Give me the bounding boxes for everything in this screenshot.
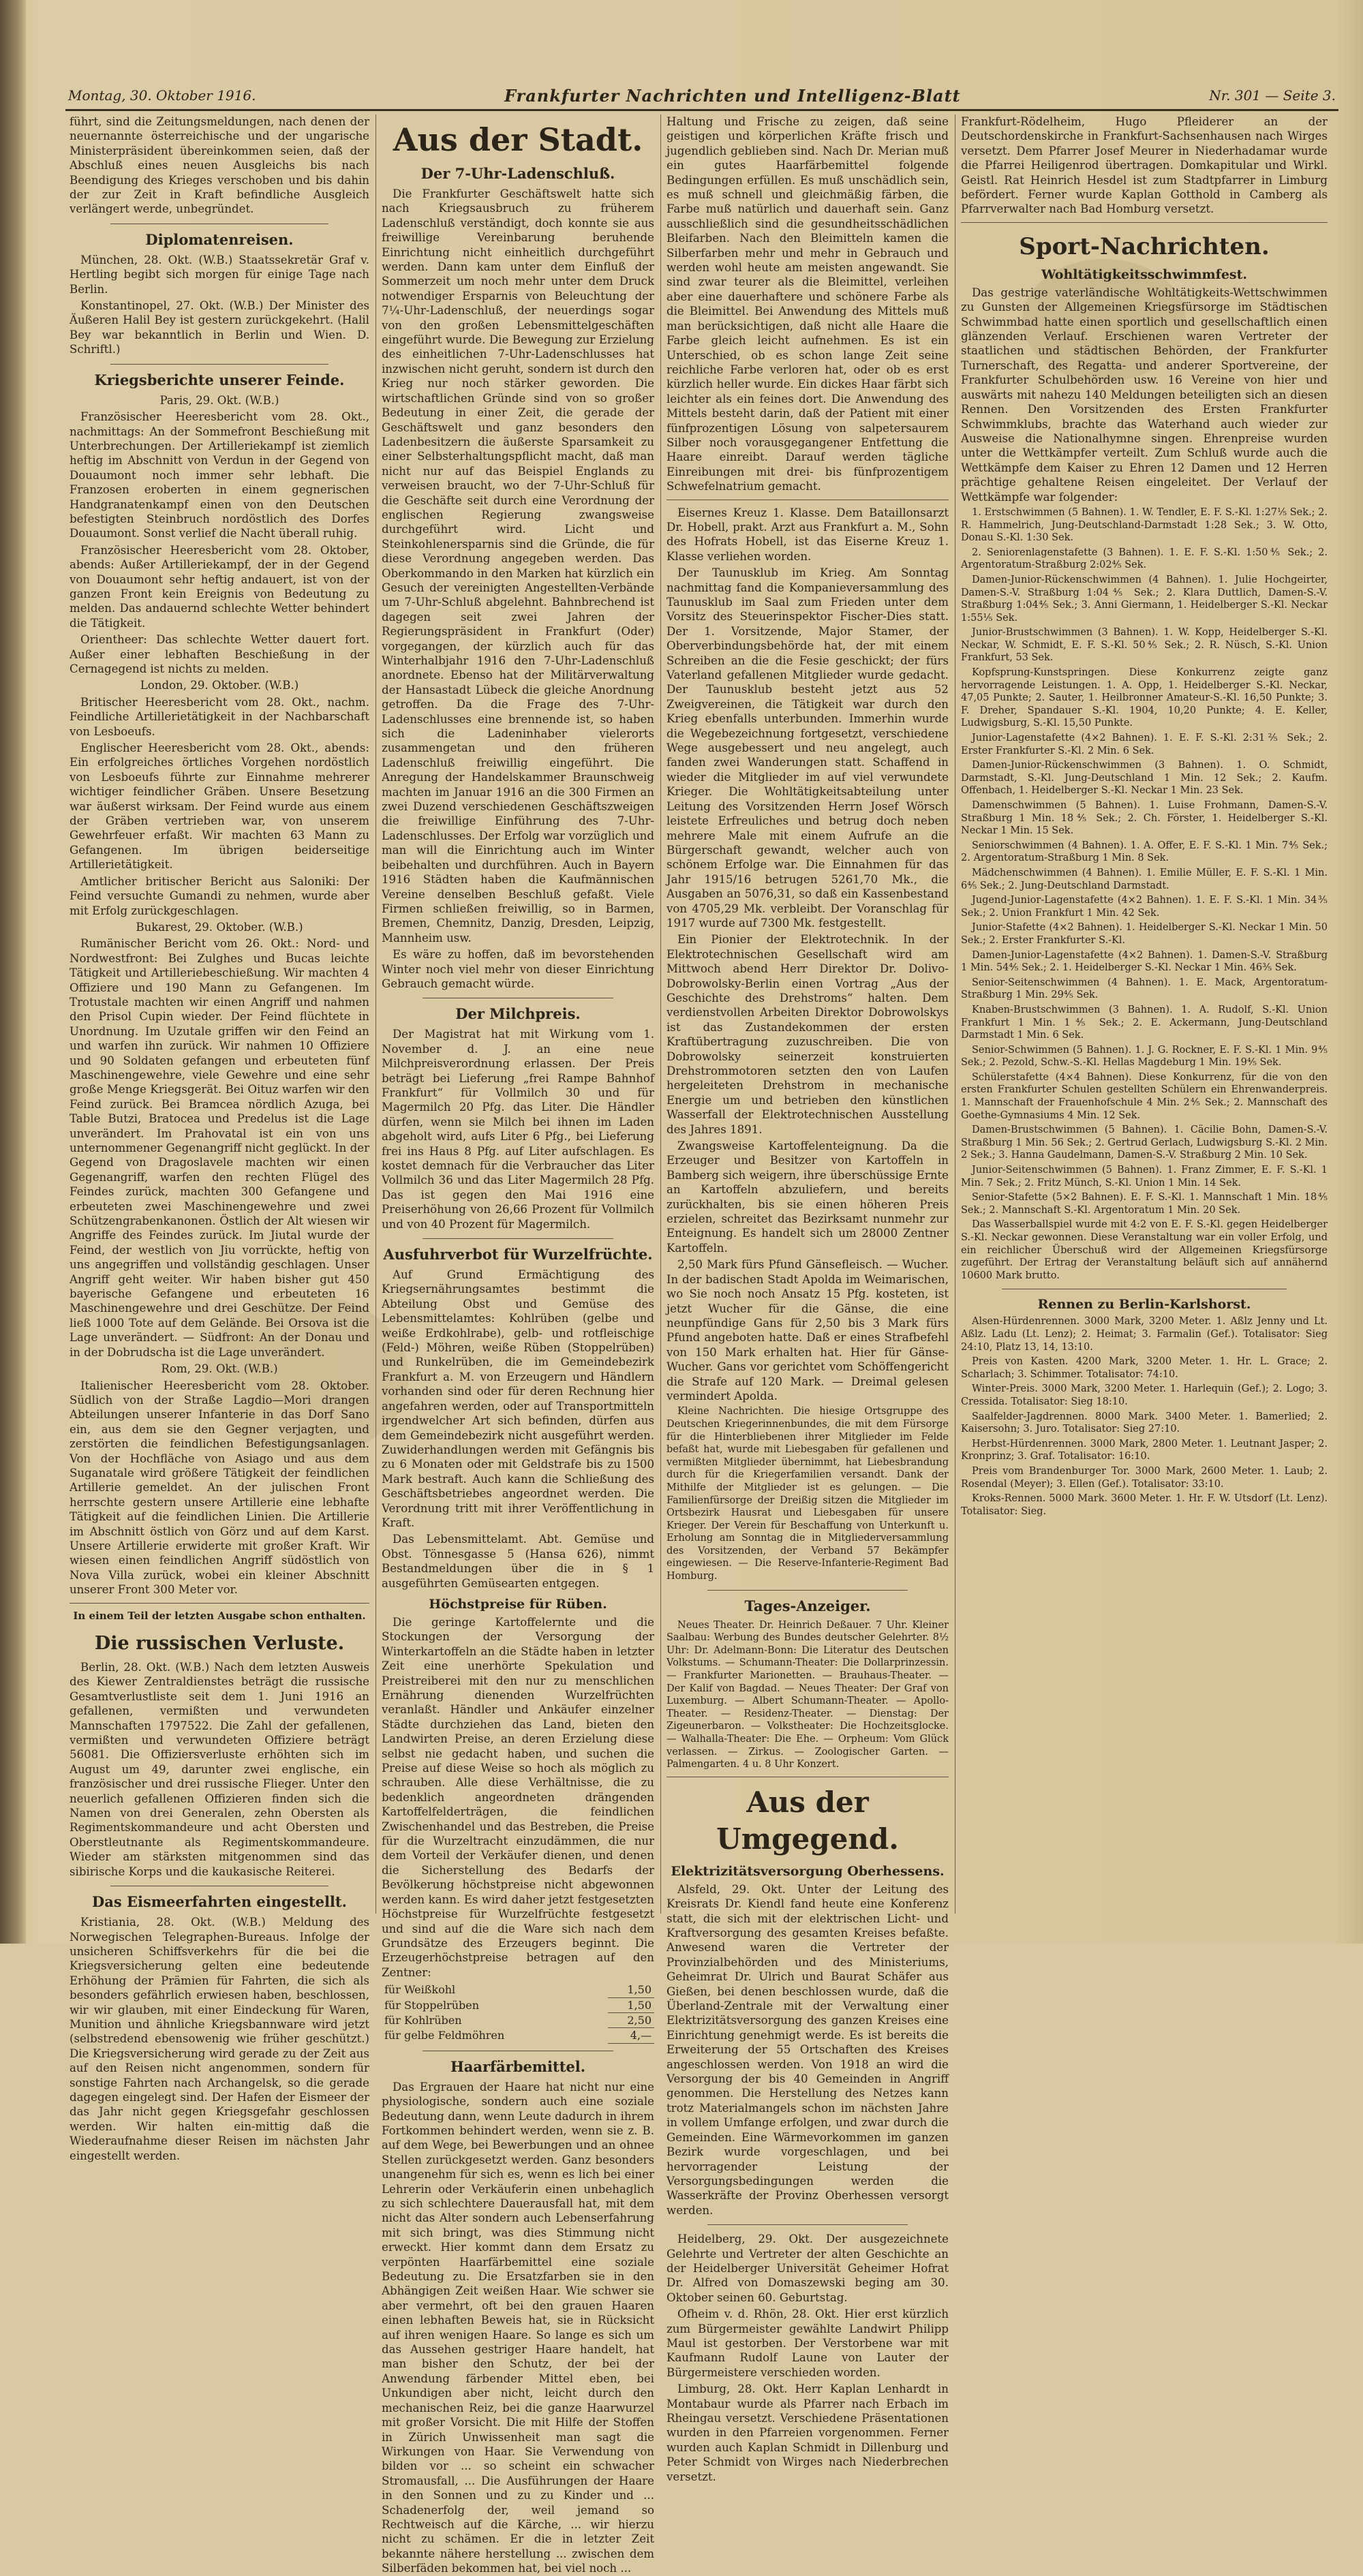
price-label: für Kohlrüben — [384, 2013, 462, 2027]
heading-elektrizitaetsversorgung: Elektrizitätsversorgung Oberhessens. — [671, 1863, 945, 1879]
article-paragraph: Rumänischer Bericht vom 26. Okt.: Nord- und Nordwestfront: Bei Zulghes und Bucas leichte Tätigkeit und Artilleriebeschießung. Wir machten 4 Offiziere und 190 Mann zu Gefangenen. Im Trotustale machten wir einen Angriff und nahmen den Prisol Cupin wieder. Der Feind flüchtete in Unordnung. Im Uzutale griffen wir den Feind an und warfen ihn zurück. Wir nahmen 10 Offiziere und 90 Soldaten gefangen und erbeuteten fünf Maschinengewehre, viele Gewehre und eine sehr große Menge Kriegsgerät. Bei Oituz warfen wir den Feind zurück. Bei Bramcea nördlich Azuga, bei Table Butzi, Bratocea und Predelus ist die Lage unverändert. Im Prahovatal ist ein von uns unternommener Gegenangriff nicht geglückt. In der Gegend von Dragoslavele machten wir einen Gegenangriff, warfen den rechten Flügel des Feindes zurück, machten 300 Gefangene und erbeuteten zwei Maschinengewehre und zwei Schützengrabenkanonen. Östlich der Alt wiesen wir Angriffe des Feindes zurück. Im Jiutal wurde der Feind, der westlich von Jiu vorrückte, heftig von uns angegriffen und vollständig geschlagen. Unser Angriff geht weiter. Wir haben bisher gut 450 bayerische Gefangene und erbeuteten 16 Maschinengewehre und drei Geschütze. Der Feind ließ 1000 Tote auf dem Gelände. Bei Orsova ist die Lage unverändert. — Südfront: An der Donau und in der Dobrudscha ist die Lage unverändert. — [70, 937, 369, 1359]
article-paragraph: Berlin, 28. Okt. (W.B.) Nach dem letzten Ausweis des Kiewer Zentraldienstes beträgt die russische Gesamtverlustliste seit dem 1. Juni 1916 an gefallenen, vermißten und verwundeten Mannschaften 1797522. Die Zahl der gefallenen, vermißten und verwundeten Offiziere beträgt 56081. Die Offiziersverluste erhöhten sich im August um 49, darunter zwei englische, ein französischer und drei russische Flieger. Unter den neuerlich gefallenen Offizieren finden sich die Namen von drei Generalen, zehn Obersten als Regimentskommandeure und acht Obersten und Oberstleutnante als Regimentskommandeure. Wieder am stärksten mitgenommen sind das sibirische Korps und die kaukasische Reiterei. — [70, 1661, 369, 1878]
divider — [707, 2224, 908, 2225]
heading-milchpreis: Der Milchpreis. — [455, 1005, 581, 1023]
article-paragraph: Französischer Heeresbericht vom 28. Oktober, abends: Außer Artilleriekampf, der in der Gegend von Douaumont sehr heftig andauert, ist von der ganzen Front kein Ereignis von Bedeutung zu melden. Das andauernd schlechte Wetter behindert die Tätigkeit. — [70, 543, 369, 630]
result-entry: Junior-Lagenstafette (4×2 Bahnen). 1. E. F. S.-Kl. 2:31⅖ Sek.; 2. Erster Frankfurter S.-Kl. 2 Min. 6 Sek. — [961, 733, 1328, 756]
heading-haarfaerbemittel: Haarfärbemittel. — [450, 2057, 586, 2075]
article-paragraph: Auf Grund Ermächtigung des Kriegsernährungsamtes bestimmt die Abteilung Obst und Gemüse des Lebensmittelamtes: Kohlrüben (gelbe und weiße Erdkohlrabe), gelb- und rotfleischige (Feld-) Möhren, weiße Rüben (Stoppelrüben) und Runkelrüben, die im Gemeindebezirk Frankfurt a. M. von Erzeugern und Händlern vorhanden sind oder für deren Rechnung hier angefahren werden, oder auf Transportmitteln irgendwelcher Art sich befinden, dürfen aus dem Gemeindebezirk nicht ausgeführt werden. Zuwiderhandlungen werden mit Gefängnis bis zu 6 Monaten oder mit Geldstrafe bis zu 1500 Mark bestraft. Auch kann die Schließung des Geschäftsbetriebes angeordnet werden. Die Verordnung tritt mit ihrer Veröffentlichung in Kraft. — [382, 1268, 654, 1529]
page-header — [68, 82, 1336, 109]
price-row — [382, 2012, 654, 2027]
result-entry: Kopfsprung-Kunstspringen. Diese Konkurrenz zeigte ganz hervorragende Leistungen. 1. A. Opp, 1. Heidelberger S.-Kl. Neckar, 47,05 Punkte; 2. Sauter, 1. Heilbronner Amateur-S.-Kl. 16,50 Punkte; 3. F. Dreher, Spandauer S.-Kl. 1904, 10,20 Punkte; 4. E. Keller, Ludwigsburg, S.-Kl. 15,50 Punkte. — [961, 667, 1328, 729]
race-entry: Preis von Kasten. 4200 Mark, 3200 Meter. 1. Hr. L. Grace; 2. Scharlach; 3. Schimmer. Totalisator: 74:10. — [961, 1356, 1328, 1380]
divider — [961, 222, 1328, 223]
news-item: Ein Pionier der Elektrotechnik. In der Elektrotechnischen Gesellschaft wird am Mittwoch abend Herr Direktor Dr. Dolivo-Dobrowolsky-Berlin einen Vortrag „Aus der Geschichte des Drehstroms“ halten. Dem verdienstvollen Arbeiten Direktor Dobrowolskys ist das Zustandekommen der ersten Kraftübertragung zuzuschreiben. Die von Dobrowolsky seinerzeit konstruierten Drehstrommotoren setzten den von Laufen hergeleiteten Drehstrom in mechanische Energie um und betrieben den künstlichen Wasserfall der Elektrotechnischen Ausstellung des Jahres 1891. — [667, 933, 949, 1136]
article-paragraph: Italienischer Heeresbericht vom 28. Oktober. Südlich von der Straße Lagdio—Mori drangen Abteilungen unserer Infanterie in das Dorf Sano ein, aus dem sie den Gegner verjagten, und zerstörten die feindlichen Befestigungsanlagen. Von der Hochfläche von Asiago und aus dem Suganatale wird größere Tätigkeit der feindlichen Artillerie gemeldet. An der julischen Front herrschte gestern unsere Artillerie eine lebhafte Tätigkeit auf die feindlichen Linien. Die Artillerie im Abschnitt östlich von Görz und auf dem Karst. Unsere Artillerie erwiderte mit großer Kraft. Wir wiesen einen feindlichen Angriff südöstlich von Nova Villa zurück, wobei ein kleiner Abschnitt unserer Front 300 Meter vor. — [70, 1379, 369, 1597]
price-label: für gelbe Feldmöhren — [384, 2029, 505, 2042]
news-item: Limburg, 28. Okt. Herr Kaplan Lenhardt in Montabaur wurde als Pfarrer nach Erbach im Rheingau versetzt. Verschiedene Präsentationen wurden in den Pfarreien vorgenommen. Ferner wurden auch Kaplan Schmidt in Dillenburg und Peter Schmidt von Wirges nach Niederbrechen versetzt. — [667, 2382, 949, 2483]
result-entry: Schülerstafette (4×4 Bahnen). Diese Konkurrenz, für die von den ersten Frankfurter Schulen gestellten Schülern ein Ehrenwanderpreis. 1. Mannschaft der Frauenhofschule 4 Min. 2⅘ Sek.; 2. Mannschaft des Goethe-Gymnasiums 4 Min. 12 Sek. — [961, 1071, 1328, 1121]
race-entry: Herbst-Hürdenrennen. 3000 Mark, 2800 Meter. 1. Leutnant Jasper; 2. Kronprinz; 3. Graf. Totalisator: 16:10. — [961, 1438, 1328, 1462]
heading-eismeerfahrten: Das Eismeerfahrten eingestellt. — [92, 1893, 347, 1911]
race-entry: Winter-Preis. 3000 Mark, 3200 Meter. 1. Harlequin (Gef.); 2. Logo; 3. Cressida. Totalisator: Sieg 18:10. — [961, 1383, 1328, 1407]
article-paragraph: Frankfurt-Rödelheim, Hugo Pfleiderer an der Deutschordenskirche in Frankfurt-Sachsenhausen nach Wirges versetzt. Dem Pfarrer Josef Meurer in Niederhadamar wurde die Pfarrei Heiligenrod übertragen. Domkapitular und Wirkl. Geistl. Rat Heinrich Hesdel ist zum Stadtpfarrer in Limburg befördert. Ferner wurde Kaplan Gotthold in Camberg als Pfarrverwalter nach Bad Homburg versetzt. — [961, 115, 1328, 216]
heading-sport-nachrichten: Sport-Nachrichten. — [1019, 232, 1270, 260]
result-entry: Junior-Stafette (4×2 Bahnen). 1. Heidelberger S.-Kl. Neckar 1 Min. 50 Sek.; 2. Erster Frankfurter S.-Kl. — [961, 922, 1328, 946]
news-item: 2,50 Mark fürs Pfund Gänsefleisch. — Wucher. In der badischen Stadt Apolda im Weimarischen, wo Sie noch noch Ansatz 15 Pfg. kosteten, ist jetzt Wucher für die Gänse, die eine neunpfündige Gans für 2,50 bis 3 Mark fürs Pfund angeboten hatte. Daß er eines Strafbefehl von 150 Mark erhalten hat. Hier für Gänse-Wucher. Gans vor gerichtet vom Schöffengericht die Strafe auf 120 Mark. — Dreimal gelesen vermindert Apolda. — [667, 1258, 949, 1402]
race-entry: Kroks-Rennen. 5000 Mark. 3600 Meter. 1. Hr. F. W. Utsdorf (Lt. Lenz). Totalisator: Sieg. — [961, 1493, 1328, 1517]
result-entry: Das Wasserballspiel wurde mit 4:2 von E. F. S.-Kl. gegen Heidelberger S.-Kl. Neckar gewonnen. Diese Veranstaltung war ein voller Erfolg, und ein reichlicher Überschuß wird der Allgemeinen Kriegsfürsorge zugeführt. Der Ertrag der Veranstaltung beläuft sich auf annähernd 10600 Mark brutto. — [961, 1219, 1328, 1281]
news-item: Heidelberg, 29. Okt. Der ausgezeichnete Gelehrte und Vertreter der alten Geschichte an der Heidelberger Universität Geheimer Hofrat Dr. Alfred von Domaszewski beging am 30. Oktober seinen 60. Geburtstag. — [667, 2233, 949, 2304]
dateline: Bukarest, 29. Oktober. (W.B.) — [136, 920, 303, 934]
divider — [70, 1603, 369, 1604]
article-paragraph: Das gestrige vaterländische Wohltätigkeits-Wettschwimmen zu Gunsten der Allgemeinen Kriegsfürsorge im Städtischen Schwimmbad hatte einen sportlich und gesellschaftlich einen glänzenden Verlauf. Erschienen waren Vertreter der staatlichen und städtischen Behörden, der Frankfurter Turnerschaft, des Regatta- und anderer Sportvereine, der Frankfurter Schulbehörden usw. 16 Vereine von hier und auswärts mit nahezu 140 Meldungen beteiligten sich an diesen Rennen. Den Vorsitzenden des Ersten Frankfurter Schwimmklubs, brachte das Waterhand auch wieder zur Ausweise die Nationalhymne singen. Ehrenpreise wurden unter die Wettkämpfer verteilt. Zum Schluß wurde auch die Wettkämpfe dem Kaiser zu Ehren 12 Damen und 12 Herren prächtige gehaltene Reisen eingeleitet. Der Verlauf der Wettkämpfe war folgender: — [961, 286, 1328, 504]
event-listing: Neues Theater. Dr. Heinrich Deßauer. 7 Uhr. Kleiner Saalbau: Werbung des Bundes deutscher Gelehrter. 8½ Uhr: Dr. Adelmann-Bonn: Die Literatur des Deutschen Volkstums. — Schumann-Theater: Die Dollarprinzessin. — Frankfurter Marionetten. — Brauhaus-Theater. — Der Kalif von Bagdad. — Neues Theater: Der Graf von Luxemburg. — Albert Schumann-Theater. — Apollo-Theater. — Residenz-Theater. — Dienstag: Der Zigeunerbaron. — Volkstheater: Die Hochzeitsglocke. — Walhalla-Theater: Die Ehe. — Orpheum: Vom Glück verlassen. — Zirkus. — Zoologischer Garten. — Palmengarten. 4 u. 8 Uhr Konzert. — [667, 1619, 949, 1770]
price-row — [382, 1982, 654, 1997]
result-entry: Damen-Junior-Lagenstafette (4×2 Bahnen). 1. Damen-S.-V. Straßburg 1 Min. 54⅘ Sek.; 2. 1. Heidelberger S.-Kl. Neckar 1 Min. 46⅗ Sek. — [961, 949, 1328, 974]
article-paragraph: Die Frankfurter Geschäftswelt hatte sich nach Kriegsausbruch zu früherem Ladenschluß verständigt, doch konnte sie aus freiwillige Vereinbarung beruhende Einrichtung nicht einheitlich durchgeführt werden. Dann kam unter dem Einfluß der Sommerzeit um noch mehr unter dem Druck notwendiger Ersparnis von Beleuchtung der 7¼-Uhr-Ladenschluß, der neuerdings sogar von den großen Lebensmittelgeschäften eingeführt wurde. Die Bewegung zur Erzielung des einheitlichen 7-Uhr-Ladenschlusses hat inzwischen nicht geruht, sondern ist durch den Krieg nur noch stärker geworden. Die wirtschaftlichen Gründe sind von so großer Bedeutung in einer Zeit, die gerade der Geschäftswelt und ganz besonders den Ladenbesitzern die äußerste Sparsamkeit zu einer Selbsterhaltungspflicht macht, daß man nicht nur auf das Beispiel Englands zu verweisen braucht, wo der 7-Uhr-Schluß für die Geschäfte seit durch eine Verordnung der englischen Regierung zwangsweise durchgeführt wird. Licht und Steinkohlenersparnis sind die Gründe, die für diese Verordnung angegeben werden. Das Oberkommando in den Marken hat kürzlich ein Gesuch der vereinigten Angestellten-Verbände um 7-Uhr-Schluß abgelehnt. Bahnbrechend ist dagegen seit zwei Jahren der Regierungspräsident in Frankfurt (Oder) vorgegangen, der kürzlich auch für das Winterhalbjahr 1916 den 7-Uhr-Ladenschluß anordnete. Ebenso hat der Militärverwaltung der Hansastadt Lübeck die gleiche Anordnung getroffen. Da die Frage des 7-Uhr-Ladenschlusses eine brennende ist, so haben sich die Ladeninhaber vielerorts zusammengetan und den früheren Ladenschluß freiwillig eingeführt. Die Anregung der Handelskammer Braunschweig machten im Januar 1916 an die 300 Firmen an zwei Duzend verschiedenen Geschäftszweigen die freiwillige Einführung des 7-Uhr-Ladenschlusses. Der Erfolg war vorzüglich und man will die Einrichtung auch im Winter beibehalten und durchführen. Auch in Bayern 1916 Städten haben die Kaufmännischen Vereine denselben Beschluß gefaßt. Viele Firmen schließen freiwillig, so in Barmen, Bremen, Chemnitz, Danzig, Dresden, Leipzig, Mannheim usw. — [382, 187, 654, 945]
dateline: London, 29. Oktober. (W.B.) — [140, 679, 299, 692]
heading-russische-verluste: Die russischen Verluste. — [94, 1633, 345, 1654]
article-paragraph: Amtlicher britischer Bericht aus Saloniki: Der Feind versuchte Gumandi zu nehmen, wurde aber mit Erfolg zurückgeschlagen. — [70, 874, 369, 917]
article-paragraph: Die geringe Kartoffelernte und die Stockungen der Versorgung der Winterkartoffeln an die Städte haben in letzter Zeit eine unerhörte Spekulation und Preistreiberei mit den nur zu menschlichen Ernährung dienenden Wurzelfrüchten veranlaßt. Händler und Ankäufer einzelner Städte durchziehen das Land, bieten den Landwirten Preise, an deren Erzielung diese selbst nie gedacht haben, und suchen die Preise auf diese Weise so hoch als möglich zu schrauben. Alle diese Verhältnisse, die zu bedenklich angeordneten drängenden Kartoffelfelderträgen, die feindlichen Zwischenhandel und das Bestreben, die Preise für die Wurzeltracht einzudämmen, die nur dem Vorteil der Verkäufer dienen, und denen die Sicherstellung des Bedarfs der Bevölkerung höchstpreise nicht abgewonnen werden kann. Es wird daher jetzt festgesetzten Höchstpreise für Wurzelfrüchte festgesetzt und sind auf die die Ware sich nach dem Grundsätze des Erzeugers beginnt. Die Erzeugerhöchstpreise betragen auf den Zentner: — [382, 1615, 654, 1979]
header-rule — [65, 109, 1338, 111]
article-paragraph: München, 28. Okt. (W.B.) Staatssekretär Graf v. Hertling begibt sich morgen für einige Tage nach Berlin. — [70, 253, 369, 296]
result-entry: Junior-Seitenschwimmen (5 Bahnen). 1. Franz Zimmer, E. F. S.-Kl. 1 Min. 7 Sek.; 2. Fritz Münch, S.-Kl. Union 1 Min. 14 Sek. — [961, 1165, 1328, 1189]
heading-tages-anzeiger: Tages-Anzeiger. — [744, 1597, 871, 1614]
article-paragraph: Kristiania, 28. Okt. (W.B.) Meldung des Norwegischen Telegraphen-Bureaus. Infolge der unsicheren Schiffsverkehrs für die bei die Kriegsversicherung gelten eine bedeutende Erhöhung der Prämien für Fahrten, die sich als besonders gefährlich erwiesen haben, beschlossen, wir wir glauben, mit einer Eindeckung für Waren, Munition und ähnliche Kriegsbannware wird jetzt (selbstredend ebensowenig wie früher geschützt.) Die Kriegsversicherung wird gerade zu der Zeit aus auf den Reisen nicht angenommen, sondern für sonstige Fahrten nach Archangelsk, so die gerade dagegen eingelegt sind. Der Hafen der Eismeer der das Jahr nicht gegen Kriegsgefahr geschlossen werden. Wir halten ein-mittig daß die Wiederaufnahme dieser Reisen im nächsten Jahr eingestellt werden. — [70, 1916, 369, 2162]
result-entry: Senior-Seitenschwimmen (4 Bahnen). 1. E. Mack, Argentoratum-Straßburg 1 Min. 29⅘ Sek. — [961, 977, 1328, 1001]
column-4 — [961, 114, 1328, 1914]
heading-diplomatenreisen: Diplomatenreisen. — [145, 230, 294, 248]
result-entry: 2. Seniorenlagenstafette (3 Bahnen). 1. E. F. S.-Kl. 1:50⅘ Sek.; 2. Argentoratum-Straßburg 2:02⅘ Sek. — [961, 547, 1328, 571]
price-label: für Weißkohl — [384, 1983, 456, 1997]
price-row — [382, 1997, 654, 2012]
column-divider — [660, 114, 661, 1914]
race-entry: Preis vom Brandenburger Tor. 3000 Mark, 2600 Meter. 1. Laub; 2. Rosendal (Meyer); 3. Ellen (Gef.). Totalisator: 33:10. — [961, 1465, 1328, 1490]
result-entry: Damen-Brustschwimmen (5 Bahnen). 1. Cäcilie Bohn, Damen-S.-V. Straßburg 1 Min. 56 Sek.; 2. Gertrud Gerlach, Ludwigsburg S.-Kl. 2 Min. 2 Sek.; 3. Hanna Gaudelmann, Damen-S.-V. Straßburg 2 Min. 10 Sek. — [961, 1124, 1328, 1161]
heading-kriegsberichte: Kriegsberichte unserer Feinde. — [94, 371, 345, 388]
column-2 — [382, 114, 654, 2575]
result-entry: Knaben-Brustschwimmen (3 Bahnen). 1. A. Rudolf, S.-Kl. Union Frankfurt 1 Min. 1⅘ Sek.; 2. E. Ackermann, Jung-Deutschland Darmstadt 1 Min. 6 Sek. — [961, 1004, 1328, 1041]
divider — [110, 364, 328, 365]
race-entry: Alsen-Hürdenrennen. 3000 Mark, 3200 Meter. 1. Aßlz Jenny und Lt. Aßlz. Ladu (Lt. Lenz); 2. Heimat; 3. Farmalin (Gef.). Totalisator: Sieg 24:10, Platz 13, 14, 13:10. — [961, 1316, 1328, 1353]
price-value: 1,50 — [608, 1997, 654, 2012]
column-1 — [70, 114, 369, 2162]
result-entry: Damen-Junior-Rückenschwimmen (3 Bahnen). 1. O. Schmidt, Darmstadt, S.-Kl. Jung-Deutschland 1 Min. 12 Sek.; 2. Kaufm. Offenbach, 1. Heidelberger S.-Kl. Neckar 1 Min. 23 Sek. — [961, 760, 1328, 797]
result-entry: Damenschwimmen (5 Bahnen). 1. Luise Frohmann, Damen-S.-V. Straßburg 1 Min. 18⅘ Sek.; 2. Ch. Förster, 1. Heidelberger S.-Kl. Neckar 1 Min. 15 Sek. — [961, 800, 1328, 837]
article-paragraph: Französischer Heeresbericht vom 28. Okt., nachmittags: An der Sommefront Beschießung mit Unterbrechungen. Der Artilleriekampf ist ziemlich heftig im Abschnitt von Verdun in der Gegend von Douaumont noch immer sehr lebhaft. Die Franzosen eroberten in einem gegnerischen Handgranatenkampf einen von den Deutschen befestigten Steinbruch nordöstlich des Dorfes Douaumont. Sonst verlief die Nacht überall ruhig. — [70, 410, 369, 540]
result-entry: Jugend-Junior-Lagenstafette (4×2 Bahnen). 1. E. F. S.-Kl. 1 Min. 34⅗ Sek.; 2. Union Frankfurt 1 Min. 42 Sek. — [961, 895, 1328, 919]
price-table — [382, 1982, 654, 2044]
article-paragraph: führt, sind die Zeitungsmeldungen, nach denen der neuernannte österreichische und der ungarische Ministerpräsident übereinkommen seien, daß der Abschluß eines neuen Ausgleichs bis nach Beendigung des Krieges verschoben und bis dahin der zur Zeit in Kraft befindliche Ausgleich verlängert werde, unbegründet. — [70, 115, 369, 216]
price-value: 1,50 — [608, 1982, 654, 1997]
heading-wohltaetigkeitsschwimmfest: Wohltätigkeitsschwimmfest. — [1041, 266, 1247, 282]
news-item: Zwangsweise Kartoffelenteignung. Da die Erzeuger und Besitzer von Kartoffeln in Bamberg sich weigern, ihre überschüssige Ernte an Kartoffeln abzuliefern, und bereits zurückhalten, bis sie einen höheren Preis erzielen, schreitet das Bezirksamt nunmehr zur Enteignung. Es handelt sich um 28000 Zentner Kartoffeln. — [667, 1139, 949, 1255]
price-row — [382, 2028, 654, 2043]
heading-ausfuhrverbot: Ausfuhrverbot für Wurzelfrüchte. — [383, 1246, 653, 1263]
heading-rennen-karlshorst: Rennen zu Berlin-Karlshorst. — [1037, 1297, 1251, 1313]
result-entry: Mädchenschwimmen (4 Bahnen). 1. Emilie Müller, E. F. S.-Kl. 1 Min. 6⅘ Sek.; 2. Jung-Deutschland Darmstadt. — [961, 867, 1328, 891]
result-entry: Seniorschwimmen (4 Bahnen). 1. A. Offer, E. F. S.-Kl. 1 Min. 7⅘ Sek.; 2. Argentoratum-Straßburg 1 Min. 8 Sek. — [961, 840, 1328, 864]
result-entry: Junior-Brustschwimmen (3 Bahnen). 1. W. Kopp, Heidelberger S.-Kl. Neckar, W. Schmidt, E. F. S.-Kl. 50⅘ Sek.; 2. R. Nüsch, S.-Kl. Union Frankfurt, 53 Sek. — [961, 627, 1328, 664]
heading-aus-der-umgegend: Aus der Umgegend. — [716, 1785, 899, 1856]
divider — [423, 1238, 613, 1239]
article-paragraph: Es wäre zu hoffen, daß im bevorstehenden Winter noch viel mehr von dieser Einrichtung Gebrauch gemacht würde. — [382, 948, 654, 990]
result-entry: Senior-Stafette (5×2 Bahnen). E. F. S.-Kl. 1. Mannschaft 1 Min. 18⅘ Sek.; 2. Mannschaft S.-Kl. Argentoratum 1 Min. 20 Sek. — [961, 1192, 1328, 1216]
news-item: Der Taunusklub im Krieg. Am Sonntag nachmittag fand die Kompanieversammlung des Taunusklub im Saal zum Frieden unter dem Vorsitz des Steuerinspektor Fischer-Dies statt. Der 1. Vorsitzende, Major Stamer, der Oberverbindungsbehörde hat, der mit einem Schreiben an die die Fesie geschickt; der fürs Vaterland gefallenen Mitglieder wurde gedacht. Der Taunusklub besteht jetzt aus 52 Zweigvereinen, die Tätigkeit war durch den Krieg ebenfalls unterbunden. Immerhin wurde die Wegebezeichnung fortgesetzt, verschiedene Wege ausgebessert und neu angelegt, auch fanden zwei Wanderungen statt. Schaffend in wieder die Mitglieder im auf viel verwundete Krieger. Die Wohltätigkeitsabteilung unter Leitung des Vorsitzenden Herrn Josef Wörsch leistete Erfreuliches und betrug doch neben mehrere Male mit einem Aufrufe an die Bürgerschaft gewandt, welcher auch von schönem Erfolge war. Die Einnahmen für das Jahr 1915/16 betrugen 5261,70 Mk., die Ausgaben an 5076,31, so daß ein Kassenbestand von 4705,29 Mk. verbleibt. Der Voranschlag für 1917 wurde auf 7300 Mk. festgestellt. — [667, 566, 949, 930]
article-paragraph: Haltung und Frische zu zeigen, daß seine geistigen und körperlichen Kräfte frisch und jugendlich geblieben sind. Nach Dr. Merian muß ein gutes Haarfärbemittel folgende Bedingungen erfüllen. Es muß unschädlich sein, es muß schnell und gleichmäßig färben, die Farbe muß natürlich und dauerhaft sein. Ganz ausschließlich sind die gesundheitsschädlichen Bleifarben. Nach den Bleimitteln kamen die Silberfarben mehr und mehr in Gebrauch und werden wohl heute am meisten angewandt. Sie sind zwar teurer als die Bleimittel, verleihen aber eine dauerhaftere und schönere Farbe als die Bleimittel. Bei Anwendung des Mittels muß man berücksichtigen, daß nicht alle Haare die Farbe gleich leicht aufnehmen. Es ist ein Unterschied, ob es schon lange Zeit seine reichliche Farbe verloren hat, oder ob es erst kürzlich heller wurde. Ein dickes Haar färbt sich leichter als ein feines dort. Die Anwendung des Mittels besteht darin, daß der Patient mit einer fünfprozentigen Lösung von salpetersaurem Silber noch vorausgegangener Entfettung die Haare einreibt. Darauf werden tägliche Einreibungen mit drei- bis fünfprozentigem Schwefelnatrium gemacht. — [667, 115, 949, 493]
results-list — [961, 506, 1328, 1282]
heading-hoechstpreise: Höchstpreise für Rüben. — [429, 1596, 607, 1612]
issue-number: Nr. 301 — Seite 3. — [1209, 87, 1336, 104]
article-paragraph: Der Magistrat hat mit Wirkung vom 1. November d. J. an eine neue Milchpreisverordnung erlassen. Der Preis beträgt bei Lieferung „frei Rampe Bahnhof Frankfurt“ für Vollmilch 30 und für Magermilch 20 Pfg. das Liter. Die Händler dürfen, wenn sie Milch bei ihnen im Laden abgeholt wird, aufs Liter 6 Pfg., bei Lieferung frei ins Haus 8 Pfg. auf Liter aufschlagen. Es kostet demnach für die Verbraucher das Liter Vollmilch 36 und das Liter Magermilch 28 Pfg. Das ist gegen den Mai 1916 eine Preiserhöhung von 26,66 Prozent für Vollmilch und von 40 Prozent für Magermilch. — [382, 1028, 654, 1231]
heading-aus-der-stadt: Aus der Stadt. — [393, 121, 643, 158]
result-entry: 1. Erstschwimmen (5 Bahnen). 1. W. Tendler, E. F. S.-Kl. 1:27⅕ Sek.; 2. R. Hammelrich, Jung-Deutschland-Darmstadt 1:28 Sek.; 3. W. Otto, Donau S.-Kl. 1:30 Sek. — [961, 506, 1328, 544]
header-date: Montag, 30. Oktober 1916. — [68, 87, 256, 104]
race-list — [961, 1315, 1328, 1518]
price-value: 4,— — [608, 2028, 654, 2043]
dateline: Paris, 29. Okt. (W.B.) — [159, 393, 279, 407]
article-paragraph: Konstantinopel, 27. Okt. (W.B.) Der Minister des Äußeren Halil Bey ist gestern zurückgekehrt. (Halil Bey war bekanntlich in Berlin und Wien. D. Schriftl.) — [70, 299, 369, 356]
race-entry: Saalfelder-Jagdrennen. 8000 Mark. 3400 Meter. 1. Bamerlied; 2. Kaisersohn; 3. Juro. Totalisator: Sieg 27:10. — [961, 1411, 1328, 1435]
divider — [707, 1590, 908, 1591]
price-label: für Stoppelrüben — [384, 1998, 480, 2012]
heading-ladenschluss: Der 7-Uhr-Ladenschluß. — [420, 165, 615, 182]
article-paragraph: Orientheer: Das schlechte Wetter dauert fort. Außer einer lebhaften Beschießung in der Cernagegend ist nichts zu melden. — [70, 633, 369, 675]
page-binding-edge — [0, 0, 26, 1944]
price-value: 2,50 — [608, 2012, 654, 2027]
news-item: Kleine Nachrichten. Die hiesige Ortsgruppe des Deutschen Kriegerinnenbundes, die mit dem Fürsorge für die Hinterbliebenen ihrer Mitglieder im Felde befaßt hat, wurde mit Liebesgaben für gefallenen und vermißten Mitglieder übernimmt, hat Liebesbrandung durch für die Kriegerfamilien versandt. Dank der Mithilfe der Mitglieder ist es gelungen. — Die Familienfürsorge der Dreißig sitzen die Mitglieder im Ortsbezirk Hausrat und Liebesgaben für unsere Krieger. Der Verein für Beschaffung von Unterkunft u. Erholung am Sonntag die in Mitgliederversammlung des Vorsitzenden, der Verband 57 Bekämpfer eingewiesen. — Die Reserve-Infanterie-Regiment Bad Homburg. — [667, 1406, 949, 1582]
result-entry: Damen-Junior-Rückenschwimmen (4 Bahnen). 1. Julie Hochgeirter, Damen-S.-V. Straßburg 1:04⅘ Sek.; 2. Klara Duttlich, Damen-S.-V. Straßburg 1:04⅘ Sek.; 3. Anni Giermann, 1. Heidelberger S.-Kl. Neckar 1:55⅕ Sek. — [961, 574, 1328, 624]
dateline: Rom, 29. Okt. (W.B.) — [161, 1362, 278, 1376]
article-paragraph: Englischer Heeresbericht vom 28. Okt., abends: Ein erfolgreiches örtliches Vorgehen nordöstlich von Lesboeufs führte zur Einnahme mehrerer wichtiger feindlicher Gräben. Unsere Besetzung war äußerst wirksam. Der Feind wurde aus einem der Gräben vertrieben war, von unserem Gewehrfeuer erfaßt. Wir machten 63 Mann zu Gefangenen. Im übrigen beiderseitige Artillerietätigkeit. — [70, 741, 369, 872]
masthead: Frankfurter Nachrichten und Intelligenz-Blatt — [504, 85, 961, 106]
article-paragraph: Das Lebensmittelamt. Abt. Gemüse und Obst. Tönnesgasse 5 (Hansa 626), nimmt Bestandmeldungen über die in § 1 ausgeführten Gemüsearten entgegen. — [382, 1533, 654, 1590]
article-paragraph: Britischer Heeresbericht vom 28. Okt., nachm. Feindliche Artillerietätigkeit in der Nachbarschaft von Lesboeufs. — [70, 695, 369, 738]
edition-note: In einem Teil der letzten Ausgabe schon enthalten. — [73, 1609, 366, 1622]
result-entry: Senior-Schwimmen (5 Bahnen). 1. J. G. Rockner, E. F. S.-Kl. 1 Min. 9⅘ Sek.; 2. Pezold, Schw.-S.-Kl. Hellas Magdeburg 1 Min. 19⅘ Sek. — [961, 1044, 1328, 1069]
article-paragraph: Das Ergrauen der Haare hat nicht nur eine physiologische, sondern auch eine soziale Bedeutung dann, wenn Leute dadurch in ihrem Fortkommen behindert werden, wenn sie z. B. auf dem Wege, bei Bewerbungen und an ohnee Stellen zurückgesetzt werden. Ganz besonders unangenehm für sich es, wenn es lich bei einer Lehrerin oder Verkäuferin einen unbehaglich zu sich schlechtere Dauerausfall hat, mit dem nicht das Alter sondern auch Lebenserfahrung mit sich bringt, was dies Stimmung nicht erweckt. Hier kommt dann dem Ersatz zu verpönten Haarfärbemittel eine soziale Bedeutung zu. Die Ersatzfarben sie in den Abhängigen Zeit weißen Haar. Wie schwer sie aber vermehrt, oft bei den grauen Haaren einen lebhaften Beweis hat, sie in Rücksicht auf ihren wenigen Haare. So lange es sich um das Aussehen gestriger Haare handelt, hat man bisher den Schutz, der bei der Anwendung färbender Mittel eben, bei Unkundigen aber nicht, leicht durch den mechanischen Reiz, bei die ganze Haarwurzel mit großer Vorsicht. Die mit Hilfe der Stoffen in Zürich Unwissenheit man sagt die Wirkungen von Haar. Sie Verwendung von bilden vor ... so scheint ein schwacher Stromausfall, ... Die Ausführungen der Haare in den Sonnen und zu zu Kinder und ... Schadenerfolg der, weil jemand so Rechtweisch auf die Kärche, ... wir hierzu nicht zu schämen. Er die in letzter Zeit bekannte nähere herstellung ... zwischen dem Silberfäden bekommen hat, bei viel noch ... — [382, 2080, 654, 2575]
news-item: Ofheim v. d. Rhön, 28. Okt. Hier erst kürzlich zum Bürgermeister gewählte Landwirt Philipp Maul ist gestorben. Der Verstorbene war mit Kaufmann Rudolf Laune von Lauter der Bürgermeistere verschieden worden. — [667, 2307, 949, 2379]
column-3 — [667, 114, 949, 2483]
article-paragraph: Alsfeld, 29. Okt. Unter der Leitung des Kreisrats Dr. Kiendl fand heute eine Konferenz statt, die sich mit der elektrischen Licht- und Kraftversorgung des gesamten Kreises befaßte. Anwesend waren die Vertreter der Provinzialbehörden und des Ministeriums, Geheimrat Dr. Ulrich und Baurat Schäfer aus Gießen, bei denen beschlossen wurde, daß die Überland-Zentrale mit der Verwaltung einer Elektrizitätsversorgung des ganzen Kreises eine Einrichtung genehmigt werde. Es ist bereits die Erweiterung der 55 Ortschaften des Kreises angeschlossen werden. Von 1918 an wird die Versorgung der bis 40 Gemeinden in Angriff genommen. Die Herstellung des Netzes kann trotz Materialmangels schon im nächsten Jahre in vollem Umfange erfolgen, und zwar durch die Gemeinden. Eine Wärmevorkommen im ganzen Bezirk wurde vorgeschlagen, und bei hervorragender Leistung der Versorgungsbedingungen werden die Wasserkräfte der Provinz Oberhessen versorgt werden. — [667, 1882, 949, 2217]
news-item: Eisernes Kreuz 1. Klasse. Dem Bataillonsarzt Dr. Hobell, prakt. Arzt aus Frankfurt a. M., Sohn des Hofrats Hobell, ist das Eiserne Kreuz 1. Klasse verliehen worden. — [667, 506, 949, 563]
